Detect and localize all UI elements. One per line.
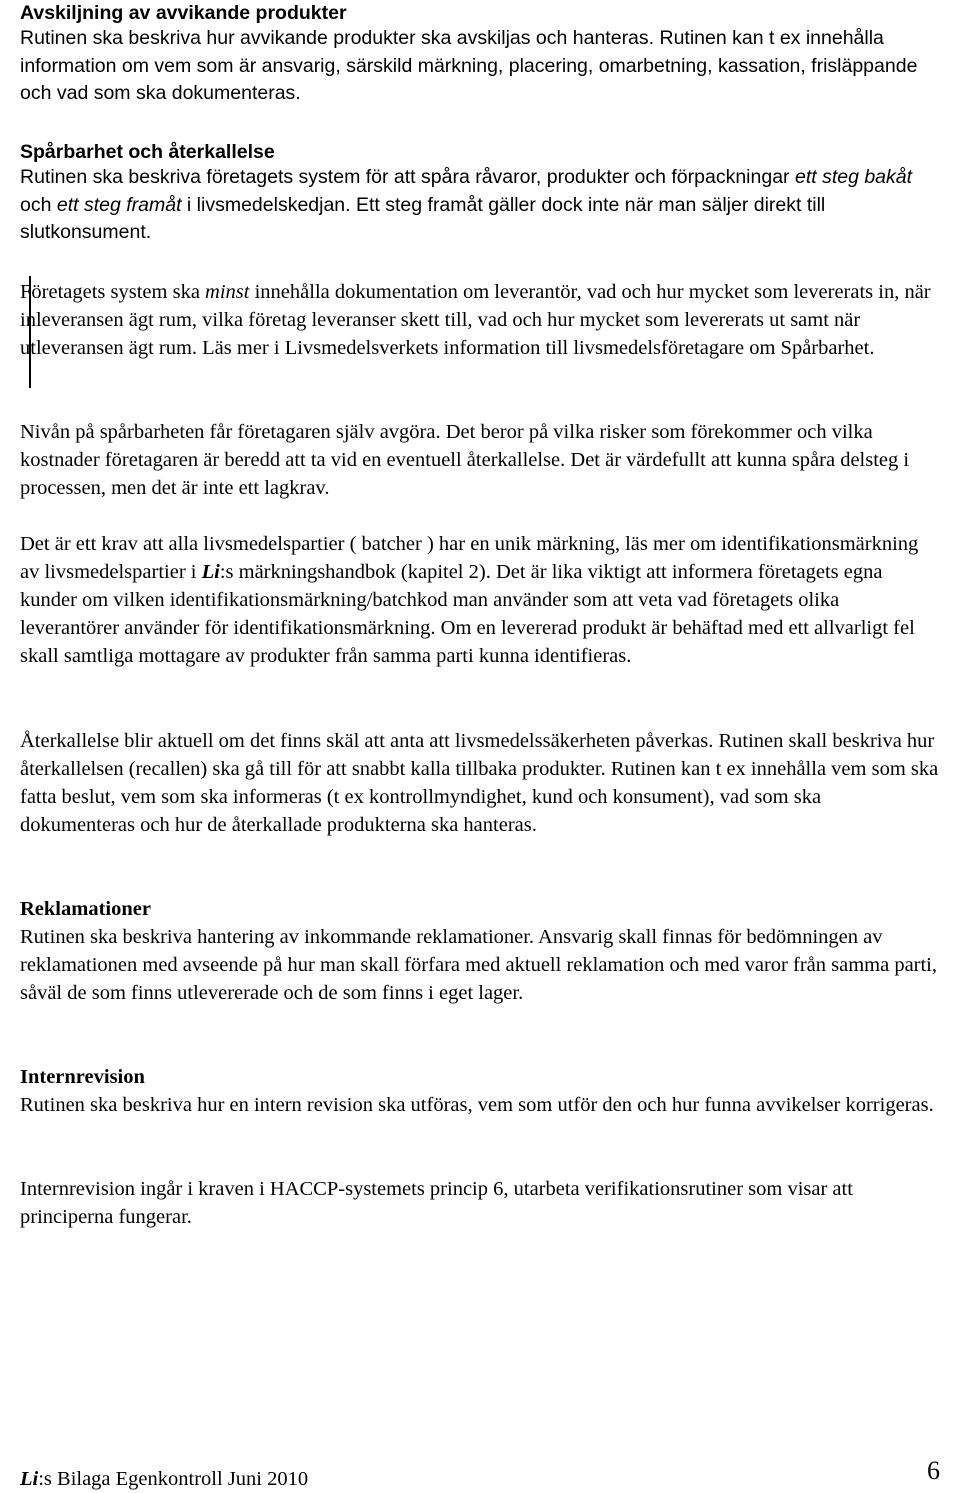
paragraph-batcher: Det är ett krav att alla livsmedelspartier ( batcher ) har en unik märkning, läs mer om identifikationsmärkning av livsmedelspartier i Li:s märkningshandbok (kapitel 2). Det är lika viktigt att informera företagets egna kunder om vilken identifikationsmärkning/batchkod man använder som att veta vad företagets olika leverantörer använder för identifikationsmärkning. Om en levererad produkt är behäftad med ett allvarligt fel skall samtliga mottagare av produkter från samma parti kunna identifieras. [20, 533, 919, 667]
section-heading: Avskiljning av avvikande produkter [20, 2, 347, 24]
paragraph-haccp: Internrevision ingår i kraven i HACCP-systemets princip 6, utarbeta verifikationsrutiner som visar att principerna fungerar. [20, 1178, 853, 1228]
section-sparbarhet [20, 140, 940, 247]
section-body: Rutinen ska beskriva hur avvikande produkter ska avskiljas och hanteras. Rutinen kan t ex innehålla information om vem som är ansvarig, särskild märkning, placering, omarbetning, kassation, frisläppande och vad som ska dokumenteras. [20, 27, 918, 104]
section-avskiljning [20, 1, 940, 108]
section-body: Rutinen ska beskriva hantering av inkommande reklamationer. Ansvarig skall finnas för bedömningen av reklamationen med avseende på hur man skall förfara med aktuell reklamation och med varor från samma parti, såväl de som finns utlevererade och de som finns i eget lager. [20, 926, 938, 1004]
section-heading: Spårbarhet och återkallelse [20, 141, 275, 163]
section-heading: Internrevision [20, 1066, 145, 1088]
section-reklamationer [20, 895, 940, 1007]
footer-text: Li:s Bilaga Egenkontroll Juni 2010 [20, 1468, 309, 1490]
paragraph-system-minst: Företagets system ska minst innehålla dokumentation om leverantör, vad och hur mycket som levererats in, när inleveransen ägt rum, vilka företag leveranser skett till, vad och hur mycket som levererats ut samt när utleveransen ägt rum. Läs mer i Livsmedelsverkets information till livsmedelsföretagare om Spårbarhet. [20, 281, 931, 359]
section-internrevision [20, 1063, 940, 1119]
paragraph-nivan: Nivån på spårbarheten får företagaren själv avgöra. Det beror på vilka risker som förekommer och vilka kostnader företagaren är beredd att ta vid en eventuell återkallelse. Det är värdefullt att kunna spåra delsteg i processen, men det är inte ett lagkrav. [20, 421, 910, 499]
page-footer [20, 1456, 940, 1493]
paragraph-aterkallelse: Återkallelse blir aktuell om det finns skäl att anta att livsmedelssäkerheten påverkas. Rutinen skall beskriva hur återkallelsen (recallen) ska gå till för att snabbt kalla tillbaka produkter. Rutinen kan t ex innehålla vem som ska fatta beslut, vem som ska informeras (t ex kontrollmyndighet, kund och konsument), vad som ska dokumenteras och hur de återkallade produkterna ska hanteras. [20, 730, 939, 836]
section-heading: Reklamationer [20, 898, 151, 920]
section-body: Rutinen ska beskriva hur en intern revision ska utföras, vem som utför den och hur funna avvikelser korrigeras. [20, 1094, 934, 1116]
page-number: 6 [927, 1456, 940, 1485]
section-body: Rutinen ska beskriva företagets system för att spåra råvaror, produkter och förpackningar ett steg bakåt och ett steg framåt i livsmedelskedjan. Ett steg framåt gäller dock inte när man säljer direkt till slutkonsument. [20, 166, 913, 243]
